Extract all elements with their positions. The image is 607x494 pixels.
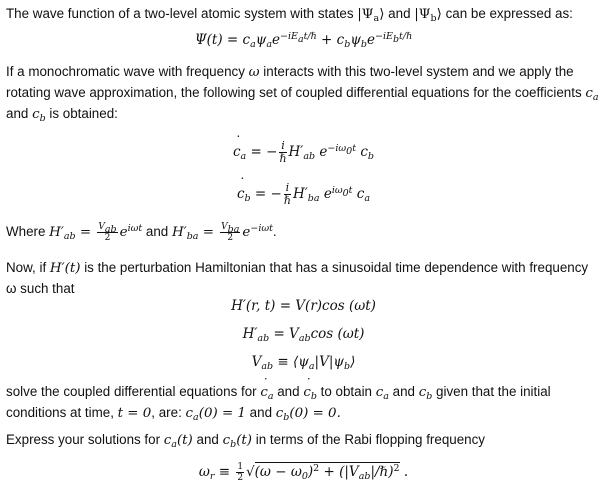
state-b: $|\Psi_b⟩$ — [414, 7, 442, 24]
intro-post: can be expressed as: — [441, 6, 573, 21]
paragraph-express: Express your solutions for $c_a(t)$ and $c_b(t)$ in terms of the Rabi flopping frequency — [6, 432, 486, 450]
state-a: $|\Psi_a⟩$ — [357, 7, 385, 24]
equation-vab: $V_{ab}$ ≡ $⟨\psi_a|V|\psi_b⟩$ — [251, 354, 356, 372]
paragraph-solve: solve the coupled differential equations for ˙ $c_a$ and ˙ $c_b$ to obtain $c_a$ and $c_b$ given that the initial conditions at time, t = 0, are: $c_a(0) = 1$ and $c_b(0) = 0$. — [6, 382, 602, 424]
paragraph-perturbation: Now, if H′(t) is the perturbation Hamiltonian that has a sinusoidal time dependence with frequency ω such that — [6, 260, 589, 296]
equation-hab: $H'_{ab} = V_{ab}\cos$ (ωt) — [242, 326, 365, 344]
where-definitions: Where $H'_{ab}$ = $\frac{V_{ab}}{2}$ $e^{i\omega t}$ and $H'_{ba}$ = $\frac{V_{ba}}{2}$ $e^{-i\omega t}$. — [6, 222, 277, 243]
equation-wavefunction: $\Psi(t) = c_a\psi_ae^{-iE_at/\hbar} + c_b\psi_be^{-iE_bt/\hbar}$ — [194, 31, 413, 50]
equation-cb-dot: ˙ $c_b$ = − $\frac{i}{\text{ℏ}}$ $H'_{ba}$ $e^{i\omega_0t}$ $c_a$ — [0, 182, 607, 207]
intro-mid: and — [384, 6, 415, 21]
equation-ca-dot: ˙ $c_a$ = − $\frac{i}{\text{ℏ}}$ $H'_{ab}$ $e^{-i\omega_0t}$ $c_b$ — [0, 140, 607, 165]
paragraph-rwa: If a monochromatic wave with frequency ω interacts with this two-level system and we apply the rotating wave approximation, the following set of coupled differential equations for the coefficients $c_a$ and $c_b$ is obtained: — [6, 64, 599, 124]
intro-pre: The wave function of a two-level atomic system with states — [6, 6, 358, 21]
intro-text — [6, 6, 573, 22]
equation-rabi-frequency: $\omega_r$ ≡ $\frac{1}{2}$ $√(\omega - \omega_0)^2$ + $(|V_{ab}|/\hbar)^2$ . — [198, 462, 409, 483]
equation-h-prime: H′(r, t) = V(r)cos (ωt) — [231, 298, 376, 314]
